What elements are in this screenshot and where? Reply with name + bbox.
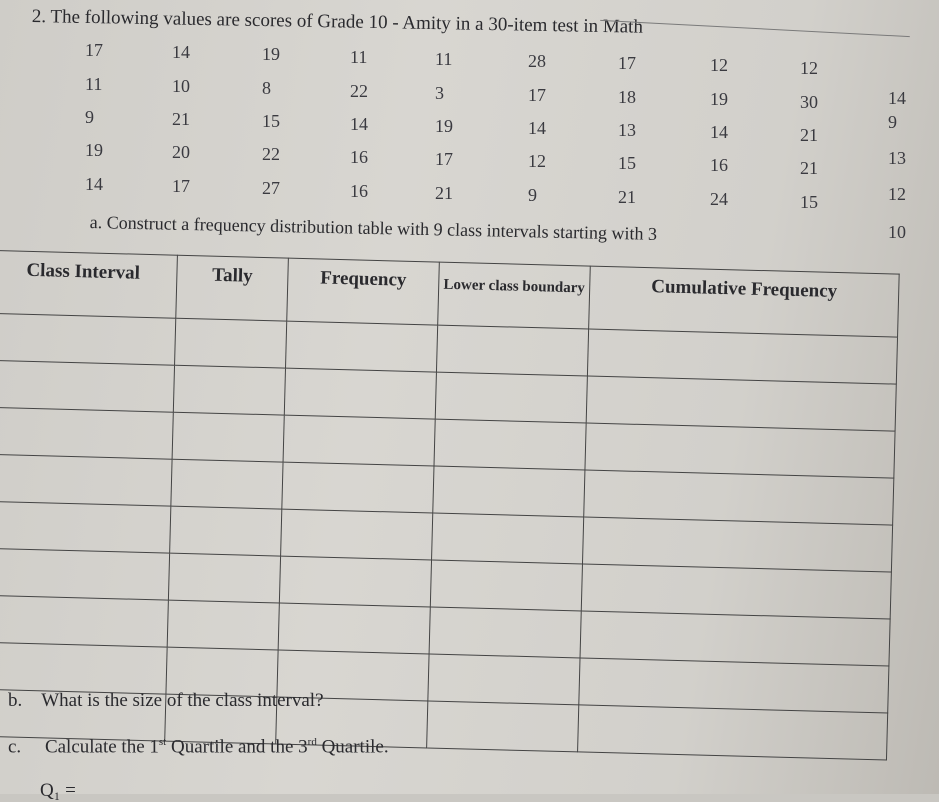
- score-value: 30: [800, 91, 818, 112]
- part-c-text: Quartile.: [316, 736, 389, 758]
- empty-cell[interactable]: [167, 600, 279, 650]
- part-c-label: c.: [8, 736, 22, 758]
- part-b-label: b.: [8, 690, 23, 711]
- empty-cell[interactable]: [0, 313, 176, 365]
- header-cumulative-frequency: Cumulative Frequency: [589, 266, 900, 337]
- score-value: 12: [710, 55, 728, 76]
- empty-cell[interactable]: [170, 506, 282, 556]
- empty-cell[interactable]: [0, 501, 171, 553]
- score-value: 22: [350, 80, 368, 101]
- score-value: 8: [262, 78, 271, 99]
- header-class-interval: Class Interval: [0, 251, 177, 319]
- empty-cell[interactable]: [283, 415, 435, 466]
- score-value: 13: [888, 148, 906, 168]
- empty-cell[interactable]: [0, 642, 167, 694]
- score-value: 9: [888, 112, 897, 132]
- score-value: 14: [350, 113, 368, 134]
- empty-cell[interactable]: [0, 407, 173, 459]
- score-value: 16: [350, 146, 368, 167]
- score-value: 17: [85, 40, 103, 60]
- superscript: st: [158, 736, 167, 748]
- empty-cell[interactable]: [434, 419, 586, 470]
- score-value: 16: [350, 180, 368, 201]
- question-title: 2. The following values are scores of Grade 10 - Amity in a 30-item test in Math: [31, 6, 644, 38]
- superscript: rd: [307, 736, 317, 748]
- score-value: 14: [85, 174, 103, 194]
- part-c-question: [8, 736, 389, 758]
- score-value: 16: [710, 155, 728, 176]
- empty-cell[interactable]: [435, 372, 587, 423]
- empty-cell[interactable]: [581, 564, 891, 619]
- score-value: 15: [262, 111, 280, 132]
- score-value: 21: [618, 187, 636, 208]
- score-value: 9: [528, 185, 537, 205]
- score-value: 17: [172, 176, 190, 197]
- score-value: 27: [262, 178, 280, 199]
- empty-cell[interactable]: [429, 607, 581, 658]
- header-frequency: Frequency: [287, 258, 440, 325]
- score-value: 11: [435, 48, 453, 69]
- score-value: 11: [350, 46, 368, 67]
- empty-cell[interactable]: [579, 658, 889, 713]
- part-a-instruction: a. Construct a frequency distribution table with 9 class intervals starting with 3: [89, 212, 658, 244]
- score-value: 17: [435, 148, 453, 169]
- score-value: 10: [172, 76, 190, 97]
- part-c-text: Calculate the 1: [44, 736, 159, 758]
- empty-cell[interactable]: [171, 459, 283, 509]
- empty-cell[interactable]: [284, 368, 436, 419]
- frequency-table: [0, 250, 900, 760]
- empty-cell[interactable]: [0, 548, 170, 600]
- score-value: 20: [172, 142, 190, 163]
- empty-cell[interactable]: [282, 462, 434, 513]
- empty-cell[interactable]: [430, 560, 582, 611]
- score-value: 24: [710, 189, 728, 210]
- empty-cell[interactable]: [286, 321, 438, 372]
- score-value: 18: [618, 87, 636, 108]
- empty-cell[interactable]: [587, 329, 897, 384]
- divider: [600, 20, 910, 37]
- part-c-text: Quartile and the 3: [166, 736, 308, 758]
- empty-cell[interactable]: [0, 360, 175, 412]
- empty-cell[interactable]: [278, 603, 430, 654]
- score-value: 12: [800, 57, 818, 78]
- score-value: 13: [618, 120, 636, 141]
- empty-cell[interactable]: [580, 611, 890, 666]
- score-value: 15: [800, 191, 818, 212]
- score-value: 12: [888, 184, 906, 204]
- empty-cell[interactable]: [584, 470, 894, 525]
- score-value: 14: [528, 118, 546, 138]
- empty-cell[interactable]: [436, 325, 588, 376]
- score-value: 22: [262, 144, 280, 165]
- empty-cell[interactable]: [586, 376, 896, 431]
- score-value: 28: [528, 51, 546, 71]
- empty-cell[interactable]: [168, 553, 280, 603]
- header-lower-class-boundary: Lower class boundary: [438, 262, 591, 329]
- score-value: 19: [262, 44, 280, 65]
- empty-cell[interactable]: [427, 701, 579, 752]
- q1-answer-label: Q₁ =: [40, 780, 76, 801]
- score-value: 17: [618, 53, 636, 74]
- score-value: 11: [85, 74, 103, 94]
- score-value: 10: [888, 222, 906, 242]
- empty-cell[interactable]: [281, 509, 433, 560]
- score-value: 19: [85, 140, 103, 160]
- score-value: 15: [618, 153, 636, 174]
- empty-cell[interactable]: [0, 454, 172, 506]
- part-b-text: What is the size of the class interval?: [41, 690, 324, 711]
- score-value: 21: [172, 109, 190, 130]
- empty-cell[interactable]: [172, 412, 284, 462]
- score-value: 14: [172, 42, 190, 63]
- score-value: 17: [528, 85, 546, 105]
- score-value: 12: [528, 151, 546, 171]
- empty-cell[interactable]: [428, 654, 580, 705]
- part-b-question: [8, 690, 324, 712]
- empty-cell[interactable]: [173, 365, 285, 415]
- score-value: 14: [888, 88, 906, 108]
- empty-cell[interactable]: [433, 466, 585, 517]
- empty-cell[interactable]: [585, 423, 895, 478]
- score-value: 19: [710, 89, 728, 110]
- empty-cell[interactable]: [0, 595, 168, 647]
- score-value: 21: [800, 124, 818, 145]
- score-value: 14: [710, 122, 728, 143]
- empty-cell[interactable]: [175, 318, 287, 368]
- empty-cell[interactable]: [582, 517, 892, 572]
- score-value: 3: [435, 82, 444, 103]
- empty-cell[interactable]: [279, 556, 431, 607]
- score-value: 21: [800, 157, 818, 178]
- header-tally: Tally: [176, 255, 289, 321]
- empty-cell[interactable]: [578, 705, 888, 760]
- score-value: 9: [85, 107, 94, 127]
- score-value: 19: [435, 115, 453, 136]
- empty-cell[interactable]: [432, 513, 584, 564]
- score-value: 21: [435, 182, 453, 203]
